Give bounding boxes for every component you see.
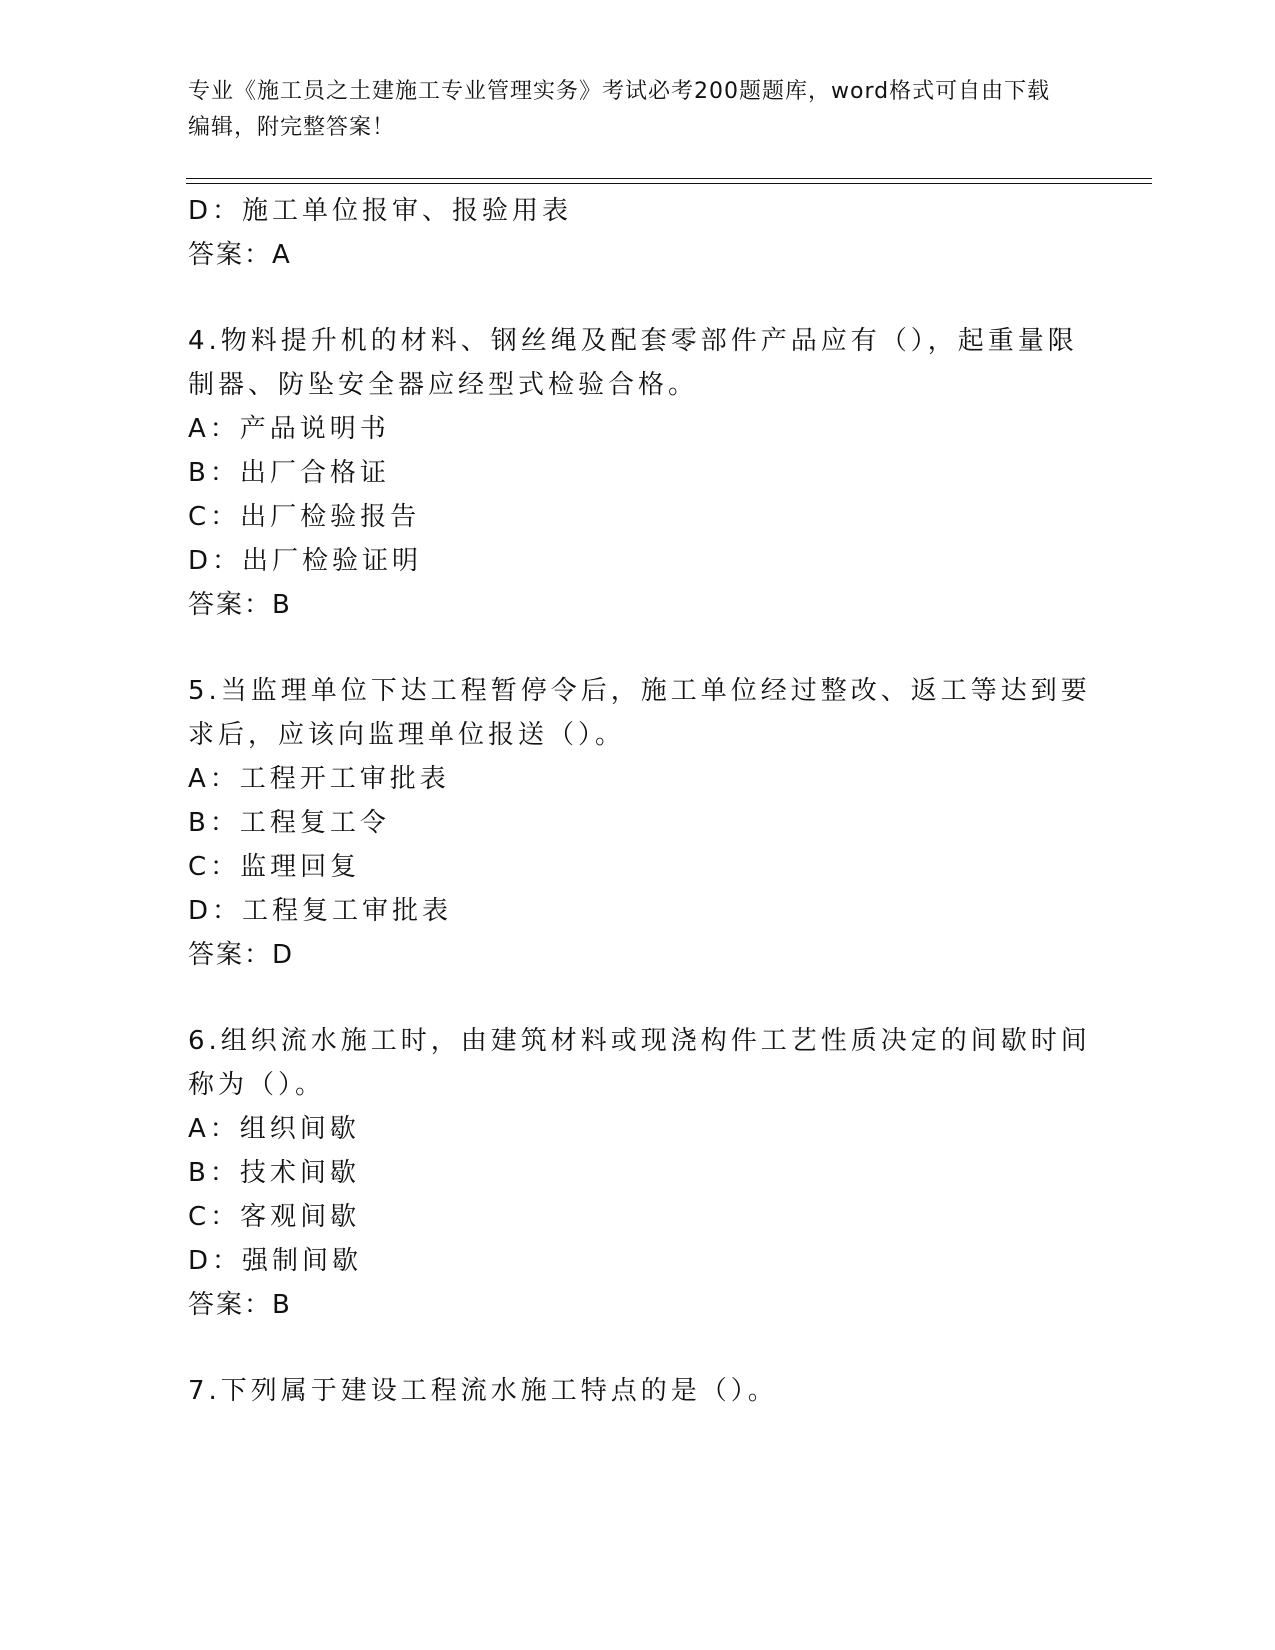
q6-option-b: B：技术间歇 [188,1158,360,1188]
q6-stem-line2: 称为（）。 [188,1070,326,1100]
q7-stem-line1: 7.下列属于建设工程流水施工特点的是（）。 [188,1376,778,1406]
q4-stem-line2: 制器、防坠安全器应经型式检验合格。 [188,370,699,400]
q4-option-b: B：出厂合格证 [188,458,390,488]
q4-answer: 答案：B [188,590,292,620]
q5-option-a: A：工程开工审批表 [188,764,450,794]
q5-stem-line2: 求后，应该向监理单位报送（）。 [188,720,626,750]
q4-option-c: C：出厂检验报告 [188,502,421,532]
q6-answer: 答案：B [188,1290,292,1320]
q6-stem-line1: 6.组织流水施工时，由建筑材料或现浇构件工艺性质决定的间歇时间 [188,1026,1091,1056]
q4-option-d: D：出厂检验证明 [188,546,423,576]
q5-option-b: B：工程复工令 [188,808,390,838]
q5-option-c: C：监理回复 [188,852,361,882]
prev-answer: 答案：A [188,240,292,270]
prev-option-d: D：施工单位报审、报验用表 [188,196,573,226]
q6-option-a: A：组织间歇 [188,1114,360,1144]
q5-stem-line1: 5.当监理单位下达工程暂停令后，施工单位经过整改、返工等达到要 [188,676,1091,706]
q4-stem-line1: 4.物料提升机的材料、钢丝绳及配套零部件产品应有（），起重量限 [188,326,1078,356]
document-header: 专业《施工员之土建施工专业管理实务》考试必考200题题库，word格式可自由下载编辑，附完整答案！ [188,79,1051,140]
q6-option-d: D：强制间歇 [188,1246,363,1276]
header-rule-top [186,178,1152,179]
q5-option-d: D：工程复工审批表 [188,896,453,926]
q4-option-a: A：产品说明书 [188,414,390,444]
q6-option-c: C：客观间歇 [188,1202,361,1232]
header-rule-bottom [186,183,1152,184]
q5-answer: 答案：D [188,940,295,970]
